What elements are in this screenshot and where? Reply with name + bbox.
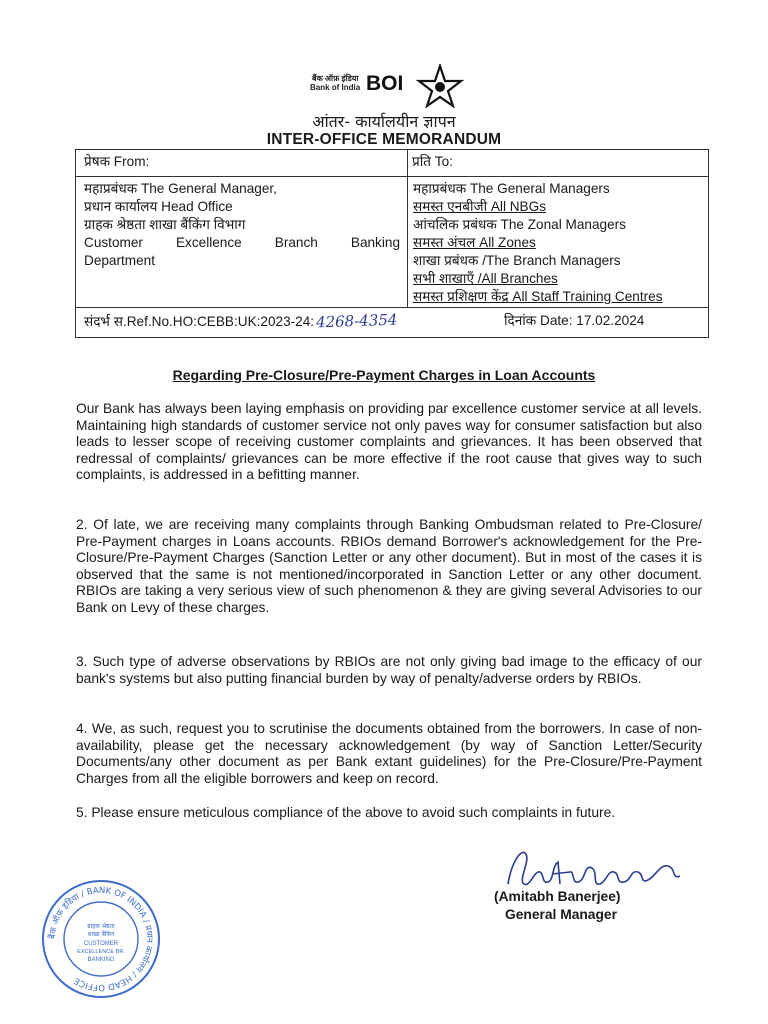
body-paragraph: Our Bank has always been laying emphasis on providing par excellence customer service at all levels. Maintaining high standards of customer service not only paves way for consumer satisfaction but also leads to lesser scope of receiving customer complaints and grievances. It has been observed that redressal of complaints/ grievances can be more effective if the root cause that gives way to such complaints, is addressed in a befitting manner. [76, 401, 702, 483]
signatory-name: (Amitabh Banerjee) [494, 889, 621, 904]
to-line: महाप्रबंधक The General Managers [413, 181, 610, 196]
table-divider [76, 307, 708, 308]
to-label: प्रति To: [412, 154, 453, 169]
bank-logo [312, 68, 462, 112]
from-line: ग्राहक श्रेष्ठता शाखा बैंकिंग विभाग [84, 217, 246, 232]
logo-english-text: Bank of India [310, 83, 361, 92]
memo-title-english: INTER-OFFICE MEMORANDUM [266, 131, 502, 148]
to-line: समस्त प्रशिक्षण केंद्र All Staff Training Centres [413, 289, 663, 304]
table-divider [76, 176, 708, 177]
reference-label: संदर्भ स.Ref.No.HO:CEBB:UK:2023-24: [84, 314, 315, 329]
svg-text:बैंक ऑफ़ इंडिया / BANK OF INDI: बैंक ऑफ़ इंडिया / BANK OF INDIA / प्रधान कार्यालय / HEAD OFFICE [47, 885, 155, 993]
from-line: प्रधान कार्यालय Head Office [84, 199, 233, 214]
body-paragraph: 4. We, as such, request you to scrutinise the documents obtained from the borrowers. In case of non-availability, please get the necessary acknowledgement (by way of Sanction Letter/Security Documents/any other document as per Bank extant guidelines) for the Pre-Closure/Pre-Payment Charges from all the eligible borrowers and keep on record. [76, 721, 702, 786]
from-line: Customer Excellence Branch Banking [84, 235, 400, 250]
memo-subject [0, 367, 768, 383]
svg-text:ग्राहक श्रेष्ठता: ग्राहक श्रेष्ठता [87, 923, 115, 930]
body-paragraph: 2. Of late, we are receiving many complaints through Banking Ombudsman related to Pre-Closure/ Pre-Payment charges in Loans accounts. RBIOs demand Borrower's acknowledgement for the Pre-Closure/Pre-Payment Charges (Sanction Letter or any other document). But in most of the cases it is observed that the same is not mentioned/incorporated in Sanction Letter or any other document. RBIOs are taking a very serious view of such phenomenon & they are giving several Advisories to our Bank on Levy of these charges. [76, 517, 702, 615]
from-line: महाप्रबंधक The General Manager, [84, 181, 277, 196]
to-line: शाखा प्रबंधक /The Branch Managers [413, 253, 621, 268]
to-line: समस्त अंचल All Zones [413, 235, 536, 250]
from-label: प्रेषक From: [84, 154, 150, 169]
memo-date: दिनांक Date: 17.02.2024 [504, 313, 645, 328]
svg-text:BANKING: BANKING [87, 957, 115, 963]
to-line: सभी शाखाएँ /All Branches [413, 271, 558, 286]
address-table [75, 149, 709, 338]
memo-title-hindi: आंतर- कार्यालयीन ज्ञापन [312, 112, 456, 131]
svg-text:CUSTOMER: CUSTOMER [83, 941, 119, 947]
reference-handwritten: 4268-4354 [315, 310, 398, 332]
body-paragraph: 3. Such type of adverse observations by RBIOs are not only giving bad image to the efficacy of our bank's systems but also putting financial burden by way of penalty/adverse orders by RBIOs. [76, 654, 702, 686]
svg-text:शाखा बैंकिंग: शाखा बैंकिंग [87, 931, 115, 938]
from-line: Department [84, 253, 156, 268]
to-address [413, 180, 705, 306]
office-stamp-icon [40, 878, 162, 1000]
logo-hindi-text: बैंक ऑफ़ इंडिया [312, 74, 359, 83]
signatory-designation: General Manager [505, 907, 617, 922]
table-divider [407, 150, 408, 307]
to-line: आंचलिक प्रबंधक The Zonal Managers [413, 217, 626, 232]
svg-text:EXCELLENCE BR.: EXCELLENCE BR. [77, 949, 125, 955]
from-address [84, 180, 400, 270]
to-line: समस्त एनबीजी All NBGs [413, 199, 546, 214]
reference-number [84, 312, 398, 331]
subject-text: Regarding Pre-Closure/Pre-Payment Charges in Loan Accounts [172, 367, 596, 383]
logo-boi-mark: BOI [366, 72, 404, 95]
body-paragraph: 5. Please ensure meticulous compliance of the above to avoid such complaints in future. [76, 805, 616, 820]
star-logo-icon [416, 64, 464, 108]
